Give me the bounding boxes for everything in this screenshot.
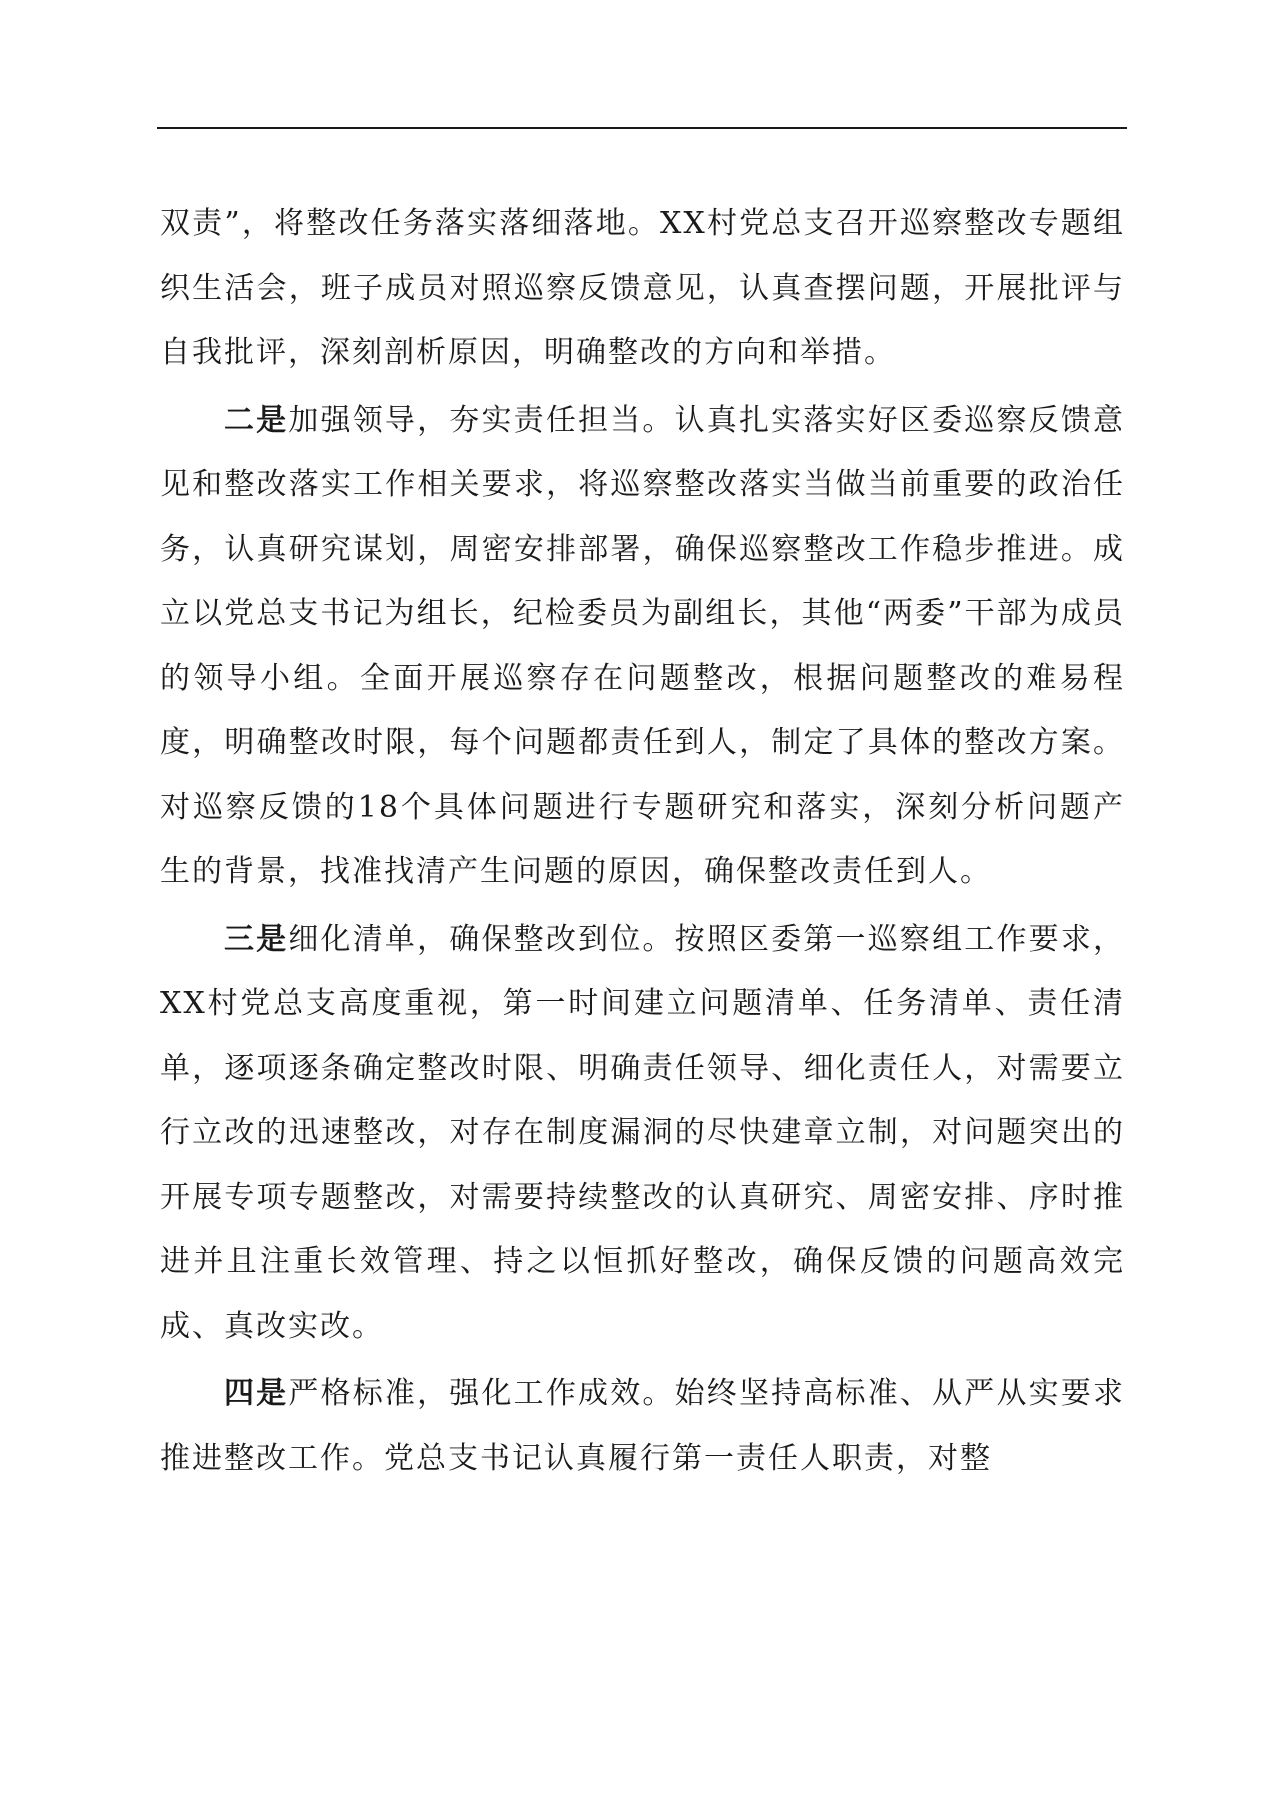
paragraph-text: 加强领导，夯实责任担当。认真扎实落实好区委巡察反馈意见和整改落实工作相关要求，将巡察整改落实当做当前重要的政治任务，认真研究谋划，周密安排部署，确保巡察整改工作稳步推进。成立以党总支书记为组长，纪检委员为副组长，其他“两委”干部为成员的领导小组。全面开展巡察存在问题整改，根据问题整改的难易程度，明确整改时限，每个问题都责任到人，制定了具体的整改方案。对巡察反馈的18个具体问题进行专题研究和落实，深刻分析问题产生的背景，找准找清产生问题的原因，确保整改责任到人。 xyxy=(160,402,1126,889)
paragraph-text: 细化清单，确保整改到位。按照区委第一巡察组工作要求，XX村党总支高度重视，第一时间建立问题清单、任务清单、责任清单，逐项逐条确定整改时限、明确责任领导、细化责任人，对需要立行立改的迅速整改，对存在制度漏洞的尽快建章立制，对问题突出的开展专项专题整改，对需要持续整改的认真研究、周密安排、序时推进并且注重长效管理、持之以恒抓好整改，确保反馈的问题高效完成、真改实改。 xyxy=(160,921,1126,1344)
paragraph-3 xyxy=(160,908,1125,1360)
paragraph-lead: 二是 xyxy=(224,402,289,438)
paragraph-2 xyxy=(160,389,1125,905)
header-rule xyxy=(157,127,1127,129)
paragraph-lead: 三是 xyxy=(224,921,289,957)
paragraph-text: 双责”，将整改任务落实落细落地。XX村党总支召开巡察整改专题组织生活会，班子成员对照巡察反馈意见，认真查摆问题，开展批评与自我批评，深刻剖析原因，明确整改的方向和举措。 xyxy=(160,206,1125,370)
paragraph-text: 严格标准，强化工作成效。始终坚持高标准、从严从实要求推进整改工作。党总支书记认真履行第一责任人职责，对整 xyxy=(160,1376,1126,1476)
paragraph-1 xyxy=(160,192,1125,386)
paragraph-4 xyxy=(160,1362,1125,1491)
paragraph-lead: 四是 xyxy=(224,1376,289,1411)
document-body xyxy=(160,192,1125,1491)
